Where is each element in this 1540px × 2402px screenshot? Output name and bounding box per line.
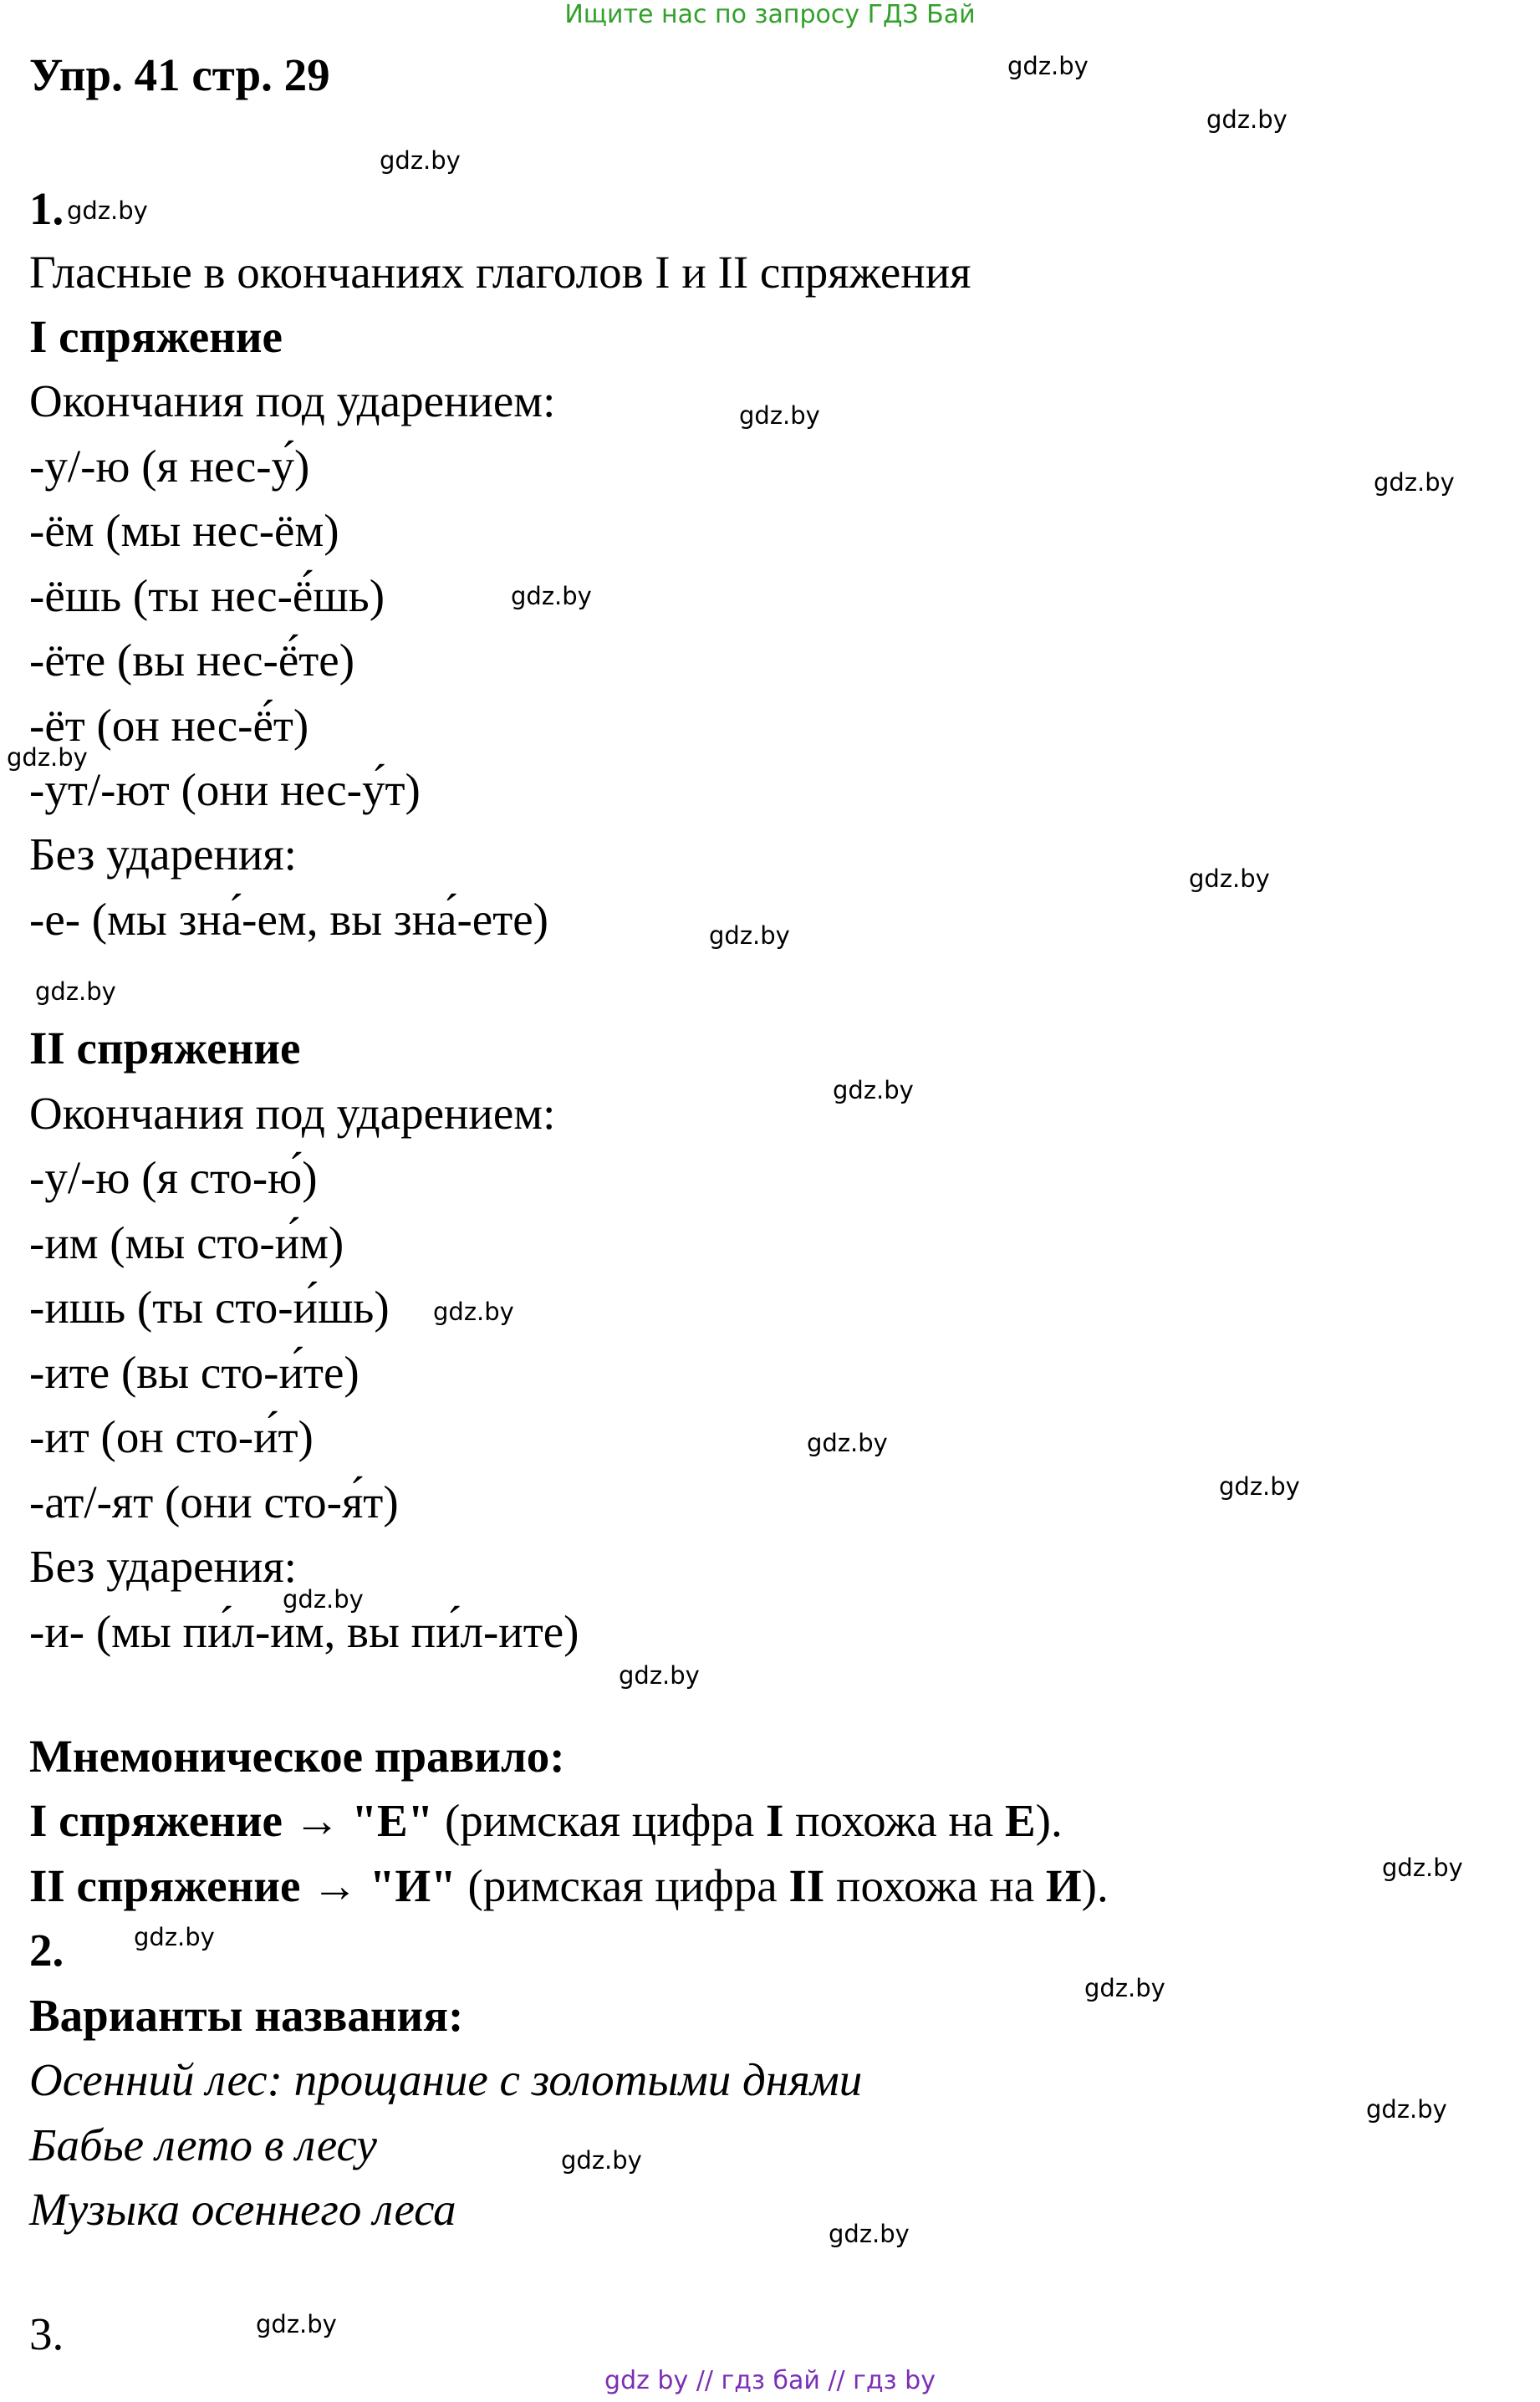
watermark: gdz.by xyxy=(433,1298,514,1326)
mnemonic-rule-1-text: похожа на xyxy=(783,1795,1005,1846)
title-variant: Осенний лес: прощание с золотыми днями xyxy=(29,2054,863,2105)
watermark: gdz.by xyxy=(7,743,88,772)
mnemonic-rule-1-lead: I спряжение → "Е" xyxy=(29,1795,434,1846)
title-variant: Музыка осеннего леса xyxy=(29,2184,456,2235)
watermark: gdz.by xyxy=(256,2310,337,2338)
conjugation-1-stressed-label: Окончания под ударением: xyxy=(29,375,556,426)
conjugation-1-title: I спряжение xyxy=(29,311,283,362)
conjugation-2-ending: -ит (он сто-и́т) xyxy=(29,1411,314,1462)
mnemonic-rule-1-letter: Е xyxy=(1004,1795,1036,1846)
mnemonic-rule-2 xyxy=(29,1859,1109,1913)
conjugation-1-ending: -ёт (он нес-ё́т) xyxy=(29,700,309,751)
watermark: gdz.by xyxy=(1374,468,1455,497)
watermark: gdz.by xyxy=(1382,1854,1463,1882)
watermark: gdz.by xyxy=(709,921,790,950)
section-1-number: 1. xyxy=(29,183,64,234)
watermark: gdz.by xyxy=(1206,105,1288,134)
conjugation-2-ending: -ат/-ят (они сто-я́т) xyxy=(29,1476,399,1527)
section-3-number: 3. xyxy=(29,2308,64,2359)
conjugation-1-ending: -ут/-ют (они нес-у́т) xyxy=(29,764,421,815)
mnemonic-rule-2-letter: И xyxy=(1045,1860,1082,1911)
title-variant: Бабье лето в лесу xyxy=(29,2119,377,2170)
mnemonic-rule-1-text: (римская цифра xyxy=(433,1795,766,1846)
section-2-heading: Варианты названия: xyxy=(29,1990,464,2041)
mnemonic-rule-2-text: ). xyxy=(1081,1860,1109,1911)
conjugation-1-ending: -ёте (вы нес-ё́те) xyxy=(29,635,355,686)
conjugation-2-title: II спряжение xyxy=(29,1023,301,1074)
watermark: gdz.by xyxy=(67,196,148,225)
watermark: gdz.by xyxy=(134,1923,215,1951)
conjugation-2-unstressed-ending: -и- (мы пи́л-им, вы пи́л-ите) xyxy=(29,1606,579,1657)
watermark: gdz.by xyxy=(283,1585,364,1614)
watermark: gdz.by xyxy=(1219,1472,1300,1501)
conjugation-2-ending: -им (мы сто-и́м) xyxy=(29,1217,344,1268)
footer-links: gdz by // гдз бай // гдз by xyxy=(604,2366,936,2395)
conjugation-1-ending: -ём (мы нес-ём) xyxy=(29,505,339,556)
watermark: gdz.by xyxy=(1366,2095,1447,2124)
mnemonic-rule-2-text: похожа на xyxy=(824,1860,1046,1911)
mnemonic-rule-1 xyxy=(29,1794,1063,1848)
conjugation-1-unstressed-label: Без ударения: xyxy=(29,829,297,880)
conjugation-1-ending: -ёшь (ты нес-ё́шь) xyxy=(29,570,385,621)
conjugation-2-ending: -ите (вы сто-и́те) xyxy=(29,1347,360,1398)
conjugation-2-ending: -ишь (ты сто-и́шь) xyxy=(29,1282,390,1333)
conjugation-1-unstressed-ending: -е- (мы зна́-ем, вы зна́-ете) xyxy=(29,894,548,945)
watermark: gdz.by xyxy=(35,977,116,1006)
section-2-number: 2. xyxy=(29,1925,64,1976)
mnemonic-rule-2-text: (римская цифра xyxy=(456,1860,789,1911)
watermark: gdz.by xyxy=(1084,1974,1165,2002)
watermark: gdz.by xyxy=(807,1429,888,1457)
watermark: gdz.by xyxy=(619,1661,700,1690)
mnemonic-rule-2-numeral: II xyxy=(788,1860,825,1911)
watermark: gdz.by xyxy=(561,2146,642,2175)
watermark: gdz.by xyxy=(739,401,820,430)
section-1-heading: Гласные в окончаниях глаголов I и II спряжения xyxy=(29,247,971,298)
exercise-title: Упр. 41 стр. 29 xyxy=(29,49,330,100)
mnemonic-rule-1-numeral: I xyxy=(765,1795,784,1846)
conjugation-2-stressed-label: Окончания под ударением: xyxy=(29,1088,556,1139)
mnemonic-rule-1-text: ). xyxy=(1035,1795,1063,1846)
mnemonic-title: Мнемоническое правило: xyxy=(29,1731,565,1782)
watermark: gdz.by xyxy=(1007,52,1089,80)
watermark: gdz.by xyxy=(833,1076,914,1104)
conjugation-2-ending: -у/-ю (я сто-ю́) xyxy=(29,1152,318,1203)
conjugation-2-unstressed-label: Без ударения: xyxy=(29,1541,297,1592)
mnemonic-rule-2-lead: II спряжение → "И" xyxy=(29,1860,456,1911)
watermark: gdz.by xyxy=(1189,864,1270,893)
watermark: gdz.by xyxy=(511,582,592,610)
watermark: gdz.by xyxy=(380,146,461,175)
watermark: gdz.by xyxy=(829,2220,910,2248)
conjugation-1-ending: -у/-ю (я нес-у́) xyxy=(29,441,310,492)
top-banner: Ищите нас по запросу ГДЗ Бай xyxy=(564,0,976,29)
